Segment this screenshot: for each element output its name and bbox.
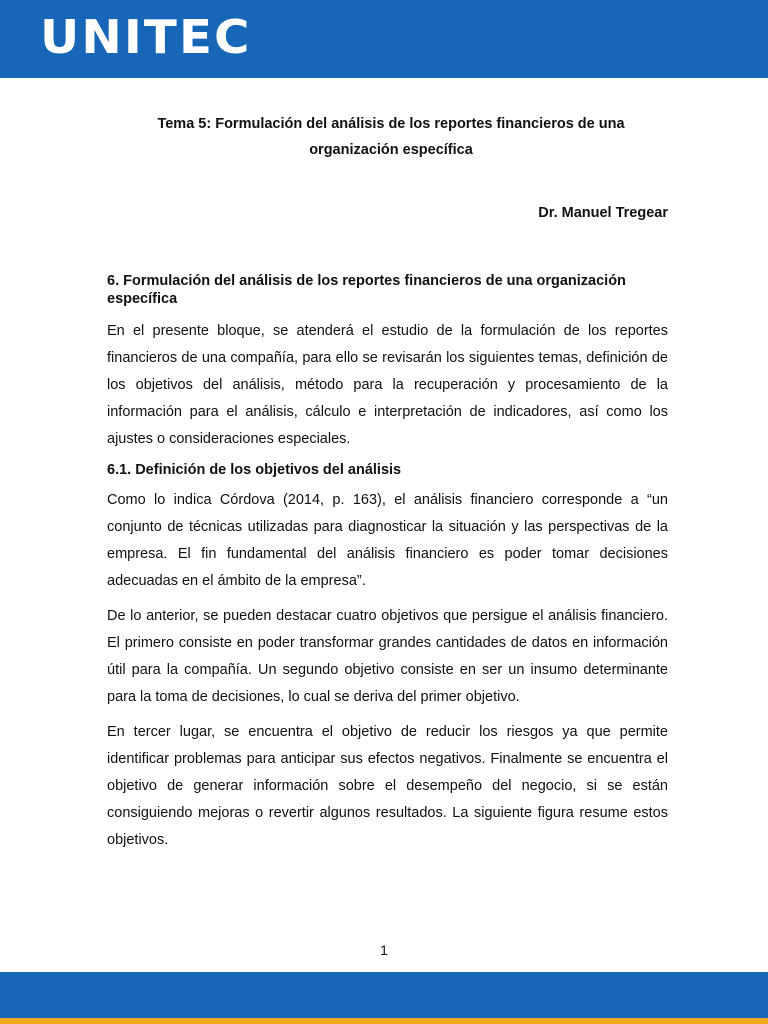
title-line-2: organización específica xyxy=(309,142,473,158)
body-paragraph-2: De lo anterior, se pueden destacar cuatro objetivos que persigue el análisis financiero. El primero consiste en poder transformar grandes cantidades de datos en información útil para la compañía. Un segundo objetivo consiste en ser un insumo determinante para la toma de decisiones, lo cual se deriva del primer objetivo. xyxy=(107,608,668,705)
subsection-heading: 6.1. Definición de los objetivos del análisis xyxy=(107,462,402,478)
document-body xyxy=(107,272,668,862)
footer-banner xyxy=(0,972,768,1018)
body-paragraph-1: Como lo indica Córdova (2014, p. 163), el análisis financiero corresponde a “un conjunto de técnicas utilizadas para diagnosticar la situación y las perspectivas de la empresa. El fin fundamental del análisis financiero es poder tomar decisiones adecuadas en el ámbito de la empresa”. xyxy=(107,492,668,589)
document-title xyxy=(108,111,674,163)
header-banner xyxy=(0,0,768,78)
body-paragraph-3: En tercer lugar, se encuentra el objetivo de reducir los riesgos ya que permite identificar problemas para anticipar sus efectos negativos. Finalmente se encuentra el objetivo de generar información sobre el desempeño del negocio, si se están consiguiendo mejoras o revertir algunos resultados. La siguiente figura resume estos objetivos. xyxy=(107,724,668,848)
footer-accent-stripe xyxy=(0,1018,768,1024)
author-name: Dr. Manuel Tregear xyxy=(538,205,668,221)
page-number: 1 xyxy=(380,942,388,958)
section-heading: 6. Formulación del análisis de los reportes financieros de una organización específica xyxy=(107,273,626,307)
title-line-1: Tema 5: Formulación del análisis de los reportes financieros de una xyxy=(157,116,625,132)
intro-paragraph: En el presente bloque, se atenderá el estudio de la formulación de los reportes financieros de una compañía, para ello se revisarán los siguientes temas, definición de los objetivos del análisis, método para la recuperación y procesamiento de la información para el análisis, cálculo e interpretación de indicadores, así como los ajustes o consideraciones especiales. xyxy=(107,323,668,447)
unitec-logo: UNITEC xyxy=(40,10,252,64)
